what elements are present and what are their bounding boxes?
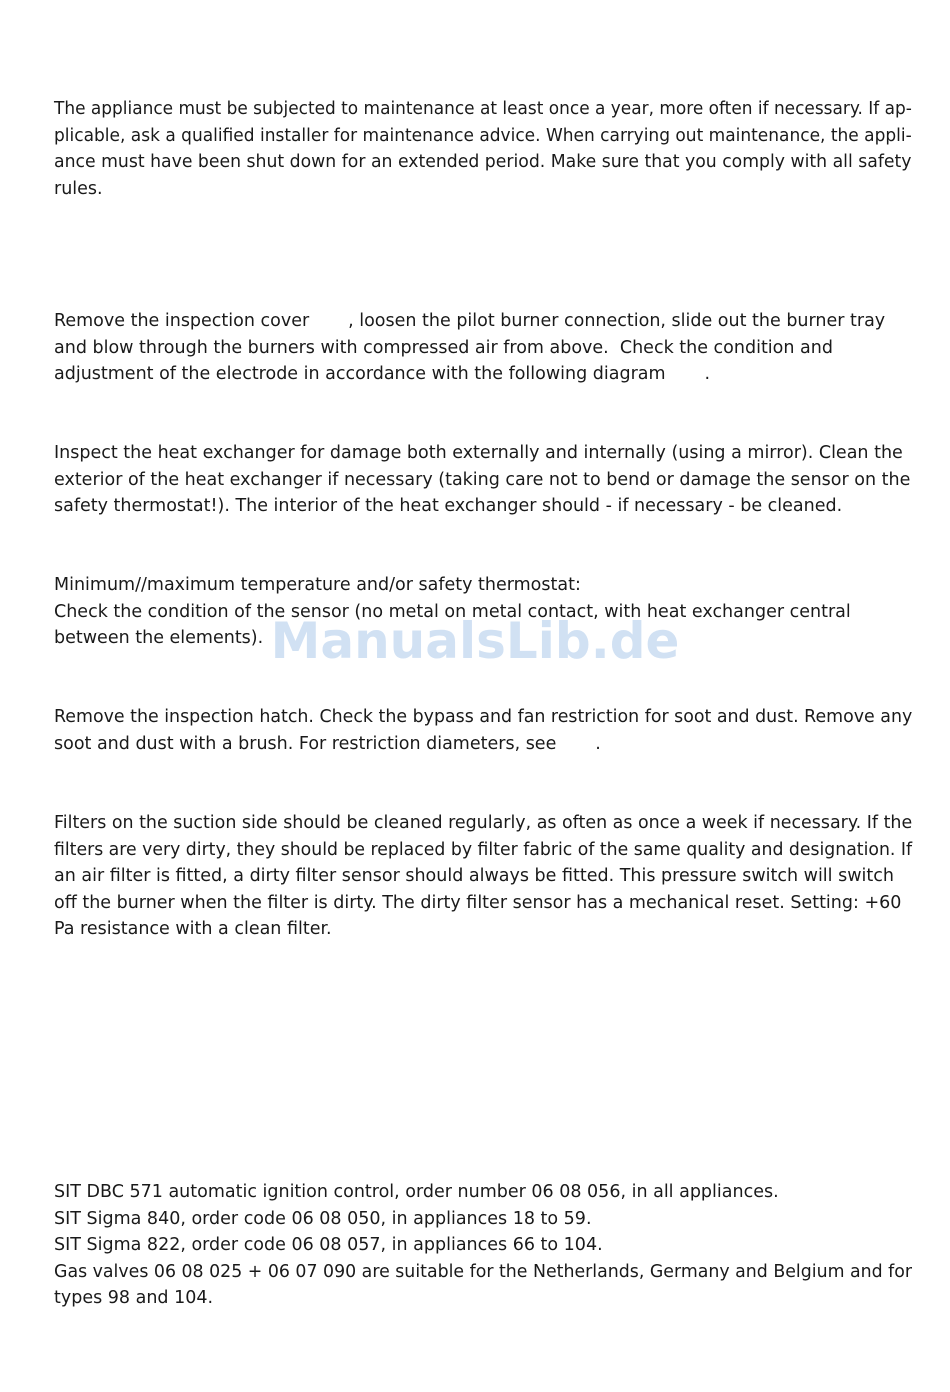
text-line: Inspect the heat exchanger for damage both externally and internally (using a mirror). Clean the [54, 443, 903, 463]
maintenance-intro-paragraph [54, 96, 912, 202]
burner-paragraph [54, 308, 912, 388]
text-line: Remove the inspection hatch. Check the bypass and fan restriction for soot and dust. Remove any [54, 707, 913, 727]
text-line: between the elements). [54, 628, 264, 648]
text-line: ance must have been shut down for an extended period. Make sure that you comply with all safety [54, 152, 912, 172]
thermostat-paragraph [54, 572, 912, 652]
text-line: Minimum//maximum temperature and/or safety thermostat: [54, 575, 581, 595]
watermark: ManualsLib.de [270, 612, 680, 670]
heat-exchanger-paragraph [54, 440, 912, 520]
text-line: Check the condition of the sensor (no metal on metal contact, with heat exchanger central [54, 601, 851, 622]
text-line: safety thermostat!). The interior of the heat exchanger should - if necessary - be cleaned. [54, 496, 843, 516]
text-line: Remove the inspection cover , loosen the pilot burner connection, slide out the burner tray [54, 311, 886, 331]
text-line: filters are very dirty, they should be replaced by filter fabric of the same quality and designation. If [54, 839, 913, 860]
text-line: Gas valves 06 08 025 + 06 07 090 are suitable for the Netherlands, Germany and Belgium and for [54, 1261, 913, 1282]
text-line: off the burner when the filter is dirty. The dirty filter sensor has a mechanical reset. Setting: +60 [54, 892, 902, 913]
controls-paragraph [54, 1179, 912, 1312]
text-line: types 98 and 104. [54, 1288, 214, 1308]
text-line: Filters on the suction side should be cleaned regularly, as often as once a week if necessary. If the [54, 813, 913, 833]
text-line: SIT DBC 571 automatic ignition control, order number 06 08 056, in all appliances. [54, 1182, 779, 1202]
text-line: adjustment of the electrode in accordance with the following diagram . [54, 364, 711, 384]
text-line: plicable, ask a qualified installer for maintenance advice. When carrying out maintenance, the appli- [54, 125, 912, 146]
text-line: SIT Sigma 822, order code 06 08 057, in appliances 66 to 104. [54, 1235, 603, 1255]
bypass-paragraph [54, 704, 912, 757]
text-line: rules. [54, 178, 103, 199]
text-line: exterior of the heat exchanger if necessary (taking care not to bend or damage the sensor on the [54, 469, 911, 490]
text-line: The appliance must be subjected to maintenance at least once a year, more often if necessary. If ap- [54, 99, 912, 119]
text-line: SIT Sigma 840, order code 06 08 050, in appliances 18 to 59. [54, 1208, 592, 1229]
text-line: soot and dust with a brush. For restriction diameters, see . [54, 733, 601, 754]
text-line: and blow through the burners with compressed air from above. Check the condition and [54, 337, 833, 358]
text-line: an air filter is fitted, a dirty filter sensor should always be fitted. This pressure switch will switch [54, 866, 894, 886]
text-line: Pa resistance with a clean filter. [54, 919, 332, 939]
filters-paragraph [54, 810, 912, 943]
